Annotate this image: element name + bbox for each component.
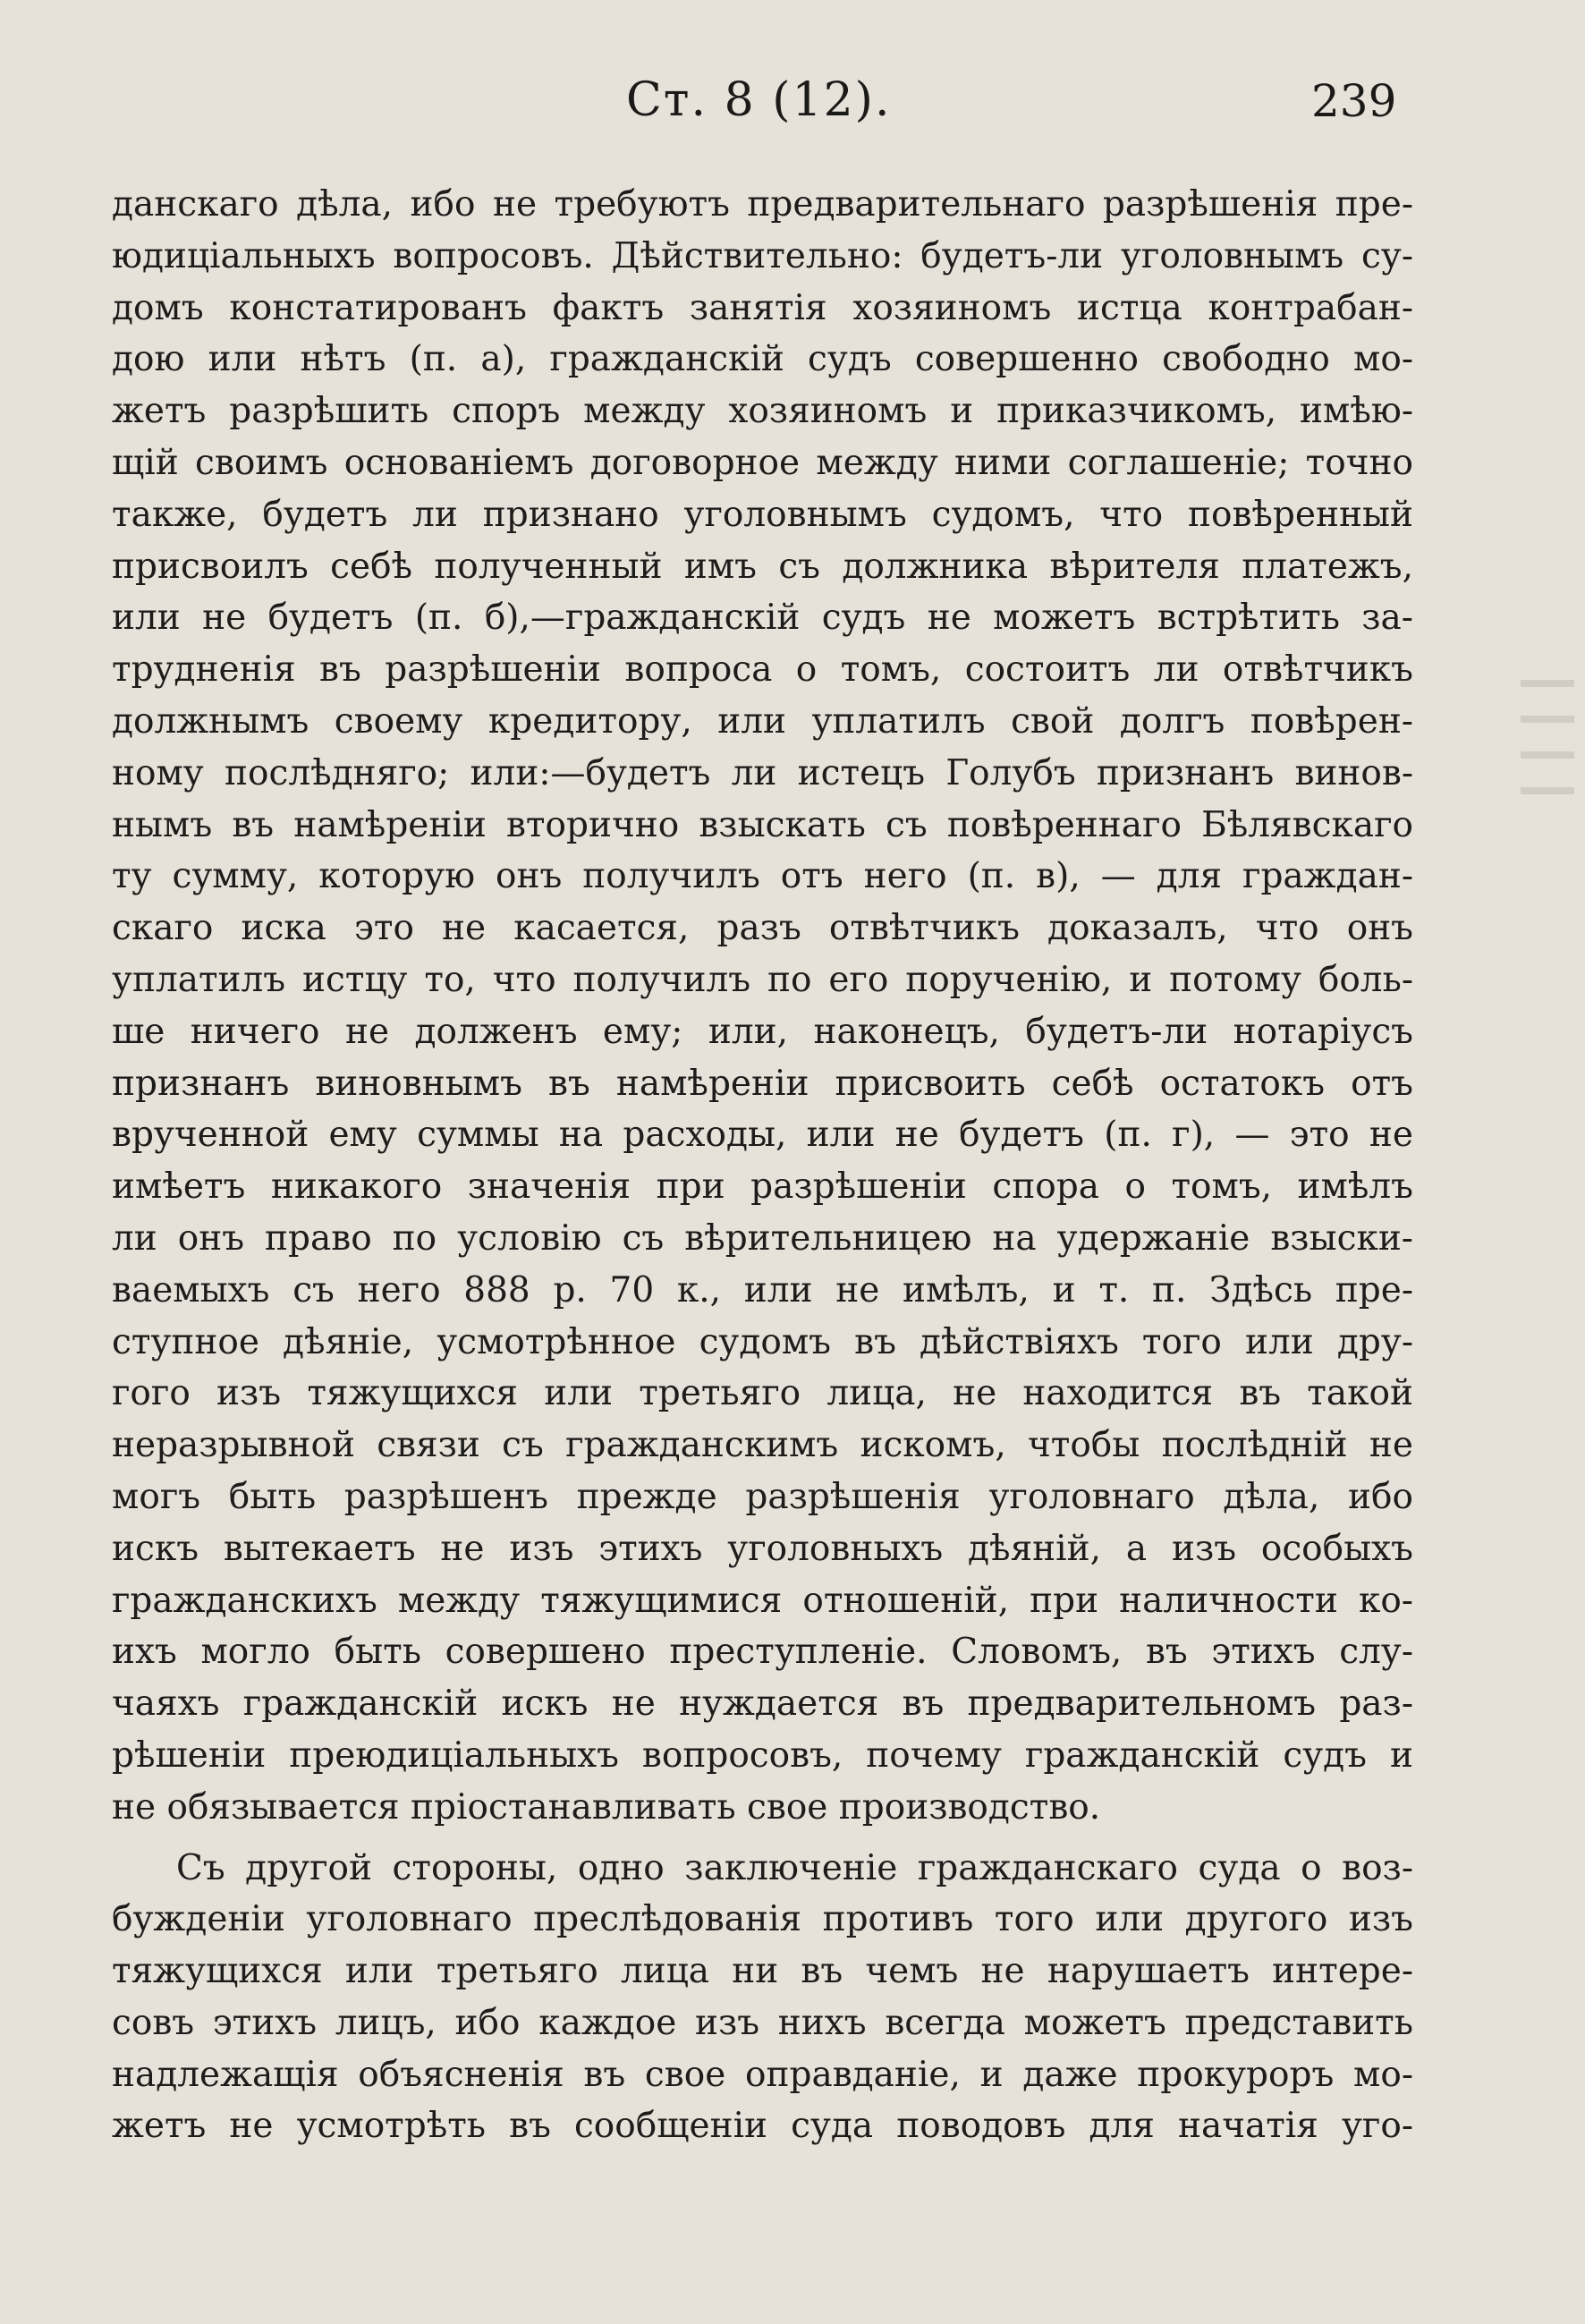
text-line: гражданскихъ между тяжущимися отношеній, при наличности ко- <box>112 1580 1413 1621</box>
text-line: Съ другой стороны, одно заключеніе гражданскаго суда о воз- <box>176 1847 1413 1888</box>
text-line: неразрывной связи съ гражданскимъ искомъ, чтобы послѣдній не <box>112 1425 1413 1466</box>
text-line: ваемыхъ съ него 888 р. 70 к., или не имѣлъ, и т. п. Здѣсь пре- <box>112 1269 1413 1310</box>
text-line: ли онъ право по условію съ вѣрительницею на удержаніе взыски- <box>112 1217 1413 1259</box>
text-line: присвоилъ себѣ полученный имъ съ должника вѣрителя платежъ, <box>112 546 1413 587</box>
text-line: имѣетъ никакого значенія при разрѣшеніи спора о томъ, имѣлъ <box>112 1166 1413 1208</box>
text-line: тяжущихся или третьяго лица ни въ чемъ не нарушаетъ интере- <box>112 1951 1413 1992</box>
body-text <box>112 179 1413 2152</box>
text-line: рѣшеніи преюдиціальныхъ вопросовъ, почему гражданскій судъ и <box>112 1735 1413 1776</box>
paragraph-gap <box>112 1834 1413 1843</box>
text-line: могъ быть разрѣшенъ прежде разрѣшенія уголовнаго дѣла, ибо <box>112 1476 1413 1517</box>
text-line: должнымъ своему кредитору, или уплатилъ свой долгъ повѣрен- <box>112 700 1413 742</box>
show-through-mark <box>1521 680 1574 687</box>
show-through-mark <box>1521 751 1574 759</box>
text-line: ше ничего не долженъ ему; или, наконецъ, будетъ-ли нотаріусъ <box>112 1011 1413 1052</box>
text-line: жетъ не усмотрѣть въ сообщеніи суда поводовъ для начатія уго- <box>112 2106 1413 2147</box>
text-line: жетъ разрѣшить споръ между хозяиномъ и приказчикомъ, имѣю- <box>112 391 1413 432</box>
text-line: надлежащія объясненія въ свое оправданіе, и даже прокуроръ мо- <box>112 2054 1413 2095</box>
paragraph <box>112 1843 1413 2153</box>
page-number: 239 <box>1311 75 1397 127</box>
text-line: уплатилъ истцу то, что получилъ по его порученію, и потому боль- <box>112 959 1413 1000</box>
page-header <box>0 73 1585 145</box>
paragraph <box>112 179 1413 1834</box>
text-line: чаяхъ гражданскій искъ не нуждается въ предварительномъ раз- <box>112 1684 1413 1725</box>
text-line: также, будетъ ли признано уголовнымъ судомъ, что повѣренный <box>112 494 1413 535</box>
text-line: щій своимъ основаніемъ договорное между ними соглашеніе; точно <box>112 442 1413 483</box>
text-line: ихъ могло быть совершено преступленіе. Словомъ, въ этихъ слу- <box>112 1632 1413 1673</box>
text-line: домъ констатированъ фактъ занятія хозяиномъ истца контрабан- <box>112 287 1413 328</box>
text-line: трудненія въ разрѣшеніи вопроса о томъ, состоитъ ли отвѣтчикъ <box>112 649 1413 691</box>
text-line: гого изъ тяжущихся или третьяго лица, не находится въ такой <box>112 1373 1413 1414</box>
text-line: врученной ему суммы на расходы, или не будетъ (п. г), — это не <box>112 1115 1413 1156</box>
text-line: скаго иска это не касается, разъ отвѣтчикъ доказалъ, что онъ <box>112 908 1413 949</box>
text-line: ному послѣдняго; или:—будетъ ли истецъ Голубъ признанъ винов- <box>112 752 1413 793</box>
text-line: данскаго дѣла, ибо не требуютъ предварительнаго разрѣшенія пре- <box>112 184 1413 225</box>
text-line: юдиціальныхъ вопросовъ. Дѣйствительно: будетъ-ли уголовнымъ су- <box>112 235 1413 276</box>
text-line: дою или нѣтъ (п. а), гражданскій судъ совершенно свободно мо- <box>112 339 1413 380</box>
text-line: искъ вытекаетъ не изъ этихъ уголовныхъ дѣяній, а изъ особыхъ <box>112 1528 1413 1569</box>
running-head: Ст. 8 (12). <box>626 73 892 127</box>
text-line: совъ этихъ лицъ, ибо каждое изъ нихъ всегда можетъ представить <box>112 2002 1413 2043</box>
text-line: ту сумму, которую онъ получилъ отъ него (п. в), — для граждан- <box>112 856 1413 897</box>
text-line: нымъ въ намѣреніи вторично взыскать съ повѣреннаго Бѣлявскаго <box>112 804 1413 845</box>
show-through-mark <box>1521 716 1574 723</box>
text-line: бужденіи уголовнаго преслѣдованія противъ того или другого изъ <box>112 1899 1413 1940</box>
text-line: не обязывается пріостанавливать свое производство. <box>112 1786 1101 1828</box>
show-through-mark <box>1521 787 1574 794</box>
text-line: или не будетъ (п. б),—гражданскій судъ не можетъ встрѣтить за- <box>112 598 1413 639</box>
text-line: признанъ виновнымъ въ намѣреніи присвоить себѣ остатокъ отъ <box>112 1063 1413 1104</box>
text-line: ступное дѣяніе, усмотрѣнное судомъ въ дѣйствіяхъ того или дру- <box>112 1321 1413 1362</box>
